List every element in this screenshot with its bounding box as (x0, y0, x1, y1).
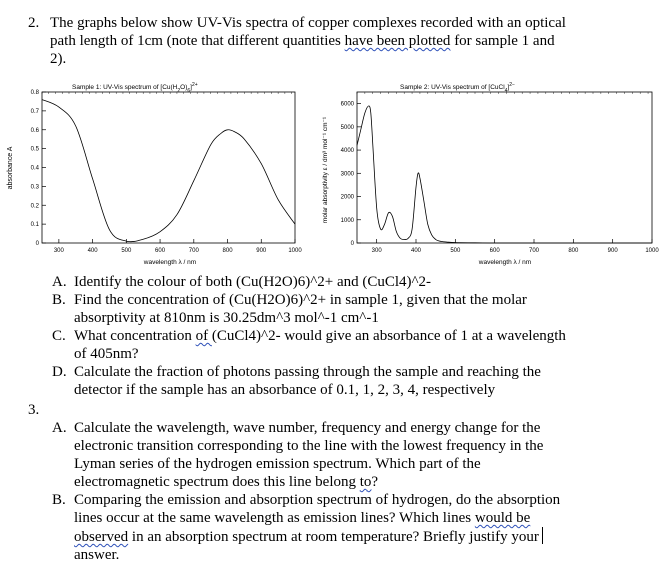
chart1-y-tick-label-7: 0.7 (30, 108, 39, 115)
question-2-line-2 (50, 32, 555, 50)
q3-sub-a-line-2: electronic transition corresponding to the line with the lowest frequency in the (74, 438, 544, 454)
chart-sample-1 (0, 78, 300, 268)
chart2-x-tick-label-5: 800 (568, 248, 579, 254)
question-3-number: 3. (28, 402, 40, 418)
q2-sub-b-line-2: absorptivity at 810nm is 30.25dm^3 mol^-1 cm^-1 (74, 310, 379, 326)
chart2-x-tick-label-4: 700 (528, 248, 540, 254)
question-2-line-1: The graphs below show UV-Vis spectra of copper complexes recorded with an optical (50, 15, 566, 31)
q2-sub-d (52, 363, 634, 399)
q2-sub-a (52, 273, 634, 291)
chart2-y-tick-label-2: 2000 (340, 194, 354, 201)
chart1-y-axis-label: absorbance A (7, 146, 14, 190)
q3-sub-b (52, 491, 634, 564)
chart2-spectrum-line (357, 106, 652, 243)
q2-sub-b-label: B. (52, 292, 66, 308)
q2-sub-b (52, 291, 634, 327)
q2-sub-a-label: A. (52, 274, 67, 290)
q3-sub-b-line-1: Comparing the emission and absorption spectrum of hydrogen, do the absorption (74, 492, 561, 508)
chart2-x-tick-label-3: 600 (489, 248, 500, 254)
chart2-x-axis-label: wavelength λ / nm (478, 259, 532, 266)
chart1-y-tick-label-0: 0 (35, 241, 39, 247)
chart2-x-tick-label-2: 500 (450, 248, 461, 254)
chart2-title: Sample 2: UV-Vis spectrum of [CuCl$_4$]$^{2-}$ (400, 82, 515, 94)
q3-sub-b-line-4: answer. (74, 547, 120, 563)
chart2-y-axis-label: molar absorptivity ε / dm³ mol⁻¹ cm⁻¹ (322, 116, 329, 224)
q2-line2-flagged-text: have been plotted (344, 33, 451, 49)
chart1-x-tick-label-0: 300 (53, 248, 64, 254)
chart1-y-tick-label-6: 0.6 (30, 127, 39, 134)
text-cursor (542, 527, 543, 544)
chart1-y-tick-label-4: 0.4 (30, 165, 39, 172)
q2-sub-d-line-1: Calculate the fraction of photons passing through the sample and reaching the (74, 364, 541, 380)
chart1-x-tick-label-7: 1000 (288, 248, 302, 254)
q3-sub-b-line-3: observed in an absorption spectrum at room temperature? Briefly justify your (74, 527, 634, 546)
q2-line2-part-a: path length of 1cm (note that different quantities (50, 33, 345, 49)
chart2-y-tick-label-4: 4000 (340, 148, 354, 155)
chart1-plot-frame (42, 92, 295, 243)
chart1-y-tick-label-2: 0.2 (30, 203, 39, 210)
q3-sub-b-line-2: lines occur at the same wavelength as emission lines? Which lines would be (74, 510, 531, 526)
chart2-y-tick-label-6: 6000 (340, 101, 354, 108)
chart1-x-tick-label-5: 800 (222, 248, 233, 254)
chart2-y-tick-label-3: 3000 (340, 171, 354, 178)
chart2-y-tick-label-5: 5000 (340, 124, 354, 131)
chart1-x-tick-label-1: 400 (87, 248, 98, 254)
chart2-x-tick-label-0: 300 (371, 248, 382, 254)
q2-sub-d-label: D. (52, 364, 67, 380)
q3-sub-a-line-1: Calculate the wavelength, wave number, frequency and energy change for the (74, 420, 541, 436)
q2-sub-c-line-1: What concentration of (CuCl4)^2- would give an absorbance of 1 at a wavelength (74, 328, 566, 344)
q2-sub-d-line-2: detector if the sample has an absorbance of 0.1, 1, 2, 3, 4, respectively (74, 382, 496, 398)
chart2-x-tick-label-1: 400 (410, 248, 422, 254)
chart1-y-tick-label-1: 0.1 (30, 222, 39, 229)
chart1-x-tick-label-3: 600 (155, 248, 166, 254)
q2-sub-c-label: C. (52, 328, 66, 344)
chart1-spectrum-line (42, 100, 295, 242)
chart1-title: Sample 1: UV-Vis spectrum of $[Cu(H_2O)_6]^{2+}$ (72, 82, 198, 94)
chart2-y-tick-label-0: 0 (350, 241, 354, 247)
q2-sub-b-line-1: Find the concentration of (Cu(H2O)6)^2+ in sample 1, given that the molar (74, 292, 527, 308)
chart2-x-tick-label-6: 900 (607, 248, 618, 254)
chart1-x-tick-label-2: 500 (121, 248, 132, 254)
q3-sub-a-label: A. (52, 420, 67, 436)
chart1-y-tick-label-5: 0.5 (30, 146, 39, 153)
q2-sub-c (52, 327, 634, 363)
question-2-line-3: 2). (50, 51, 67, 67)
chart1-x-tick-label-6: 900 (256, 248, 267, 254)
q2-line2-part-b: for sample 1 and (450, 33, 555, 49)
chart2-plot-frame (357, 92, 652, 243)
chart2-y-tick-label-1: 1000 (340, 217, 354, 224)
q3-sub-a-line-4: electromagnetic spectrum does this line belong to? (74, 474, 379, 490)
question-2-number: 2. (28, 15, 40, 31)
q3-sub-b-label: B. (52, 492, 66, 508)
q3-sub-a-line-3: Lyman series of the hydrogen emission spectrum. Which part of the (74, 456, 481, 472)
chart1-y-tick-label-8: 0.8 (30, 90, 39, 96)
chart-sample-2 (315, 78, 660, 268)
q2-sub-c-line-2: of 405nm? (74, 346, 139, 362)
chart1-y-tick-label-3: 0.3 (30, 184, 39, 191)
q3-sub-a (52, 419, 634, 491)
chart1-x-tick-label-4: 700 (188, 248, 199, 254)
chart1-x-axis-label: wavelength λ / nm (143, 259, 197, 266)
q2-sub-a-line-1: Identify the colour of both (Cu(H2O)6)^2+ and (CuCl4)^2- (74, 274, 432, 290)
chart2-x-tick-label-7: 1000 (645, 248, 659, 254)
